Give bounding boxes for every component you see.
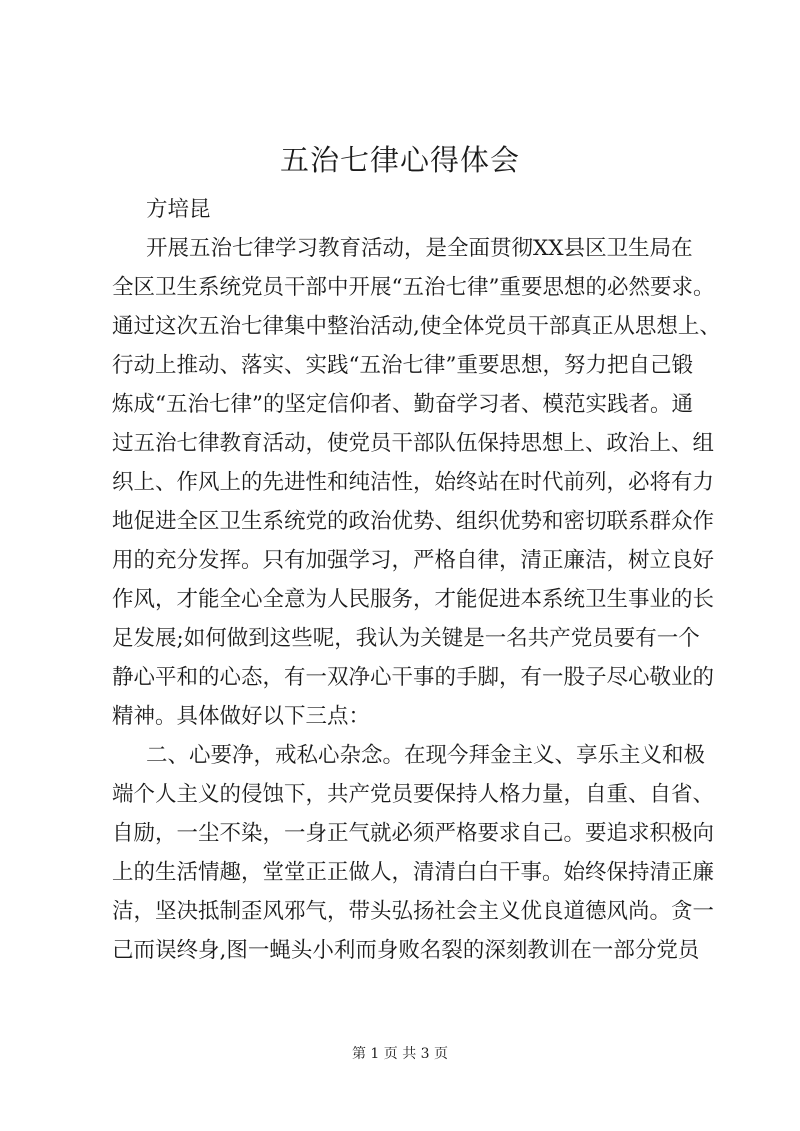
paragraph-line: 精神。具体做好以下三点： [112,704,371,729]
document-body [112,190,721,970]
paragraph-line: 静心平和的心态，有一双净心干事的手脚，有一股子尽心敬业的 [112,665,715,690]
paragraph-line: 织上、作风上的先进性和纯洁性，始终站在时代前列，必将有力 [112,470,715,495]
author-name: 方培昆 [146,197,211,222]
paragraph-line: 行动上推动、落实、实践“五治七律”重要思想，努力把自己锻 [112,353,693,378]
paragraph-line: 二、心要净，戒私心杂念。在现今拜金主义、享乐主义和极 [146,743,706,768]
paragraph-line: 全区卫生系统党员干部中开展“五治七律”重要思想的必然要求。 [112,275,715,300]
page-number-footer: 第 1 页 共 3 页 [351,1046,449,1062]
paragraph-line: 地促进全区卫生系统党的政治优势、组织优势和密切联系群众作 [112,509,715,534]
paragraph-line: 用的充分发挥。只有加强学习，严格自律，清正廉洁，树立良好 [112,548,715,573]
paragraph-line: 端个人主义的侵蚀下，共产党员要保持人格力量，自重、自省、 [112,782,715,807]
document-title: 五治七律心得体会 [279,143,520,177]
paragraph-line: 开展五治七律学习教育活动，是全面贯彻XX县区卫生局在 [146,236,693,261]
paragraph-line: 自励，一尘不染，一身正气就必须严格要求自己。要追求积极向 [112,821,715,846]
paragraph-line: 炼成“五治七律”的坚定信仰者、勤奋学习者、模范实践者。通 [112,392,693,417]
paragraph-line: 过五治七律教育活动，使党员干部队伍保持思想上、政治上、组 [112,431,715,456]
paragraph-line: 足发展;如何做到这些呢，我认为关键是一名共产党员要有一个 [112,626,700,651]
paragraph-line: 通过这次五治七律集中整治活动,使全体党员干部真正从思想上、 [112,314,721,339]
paragraph-line: 作风，才能全心全意为人民服务，才能促进本系统卫生事业的长 [112,587,715,612]
paragraph-line: 上的生活情趣，堂堂正正做人，清清白白干事。始终保持清正廉 [112,860,715,885]
paragraph-line: 己而误终身,图一蝇头小利而身败名裂的深刻教训在一部分党员 [112,938,700,963]
paragraph-2 [112,736,715,970]
paragraph-1 [112,229,721,736]
paragraph-line: 洁，坚决抵制歪风邪气，带头弘扬社会主义优良道德风尚。贪一 [112,899,715,924]
